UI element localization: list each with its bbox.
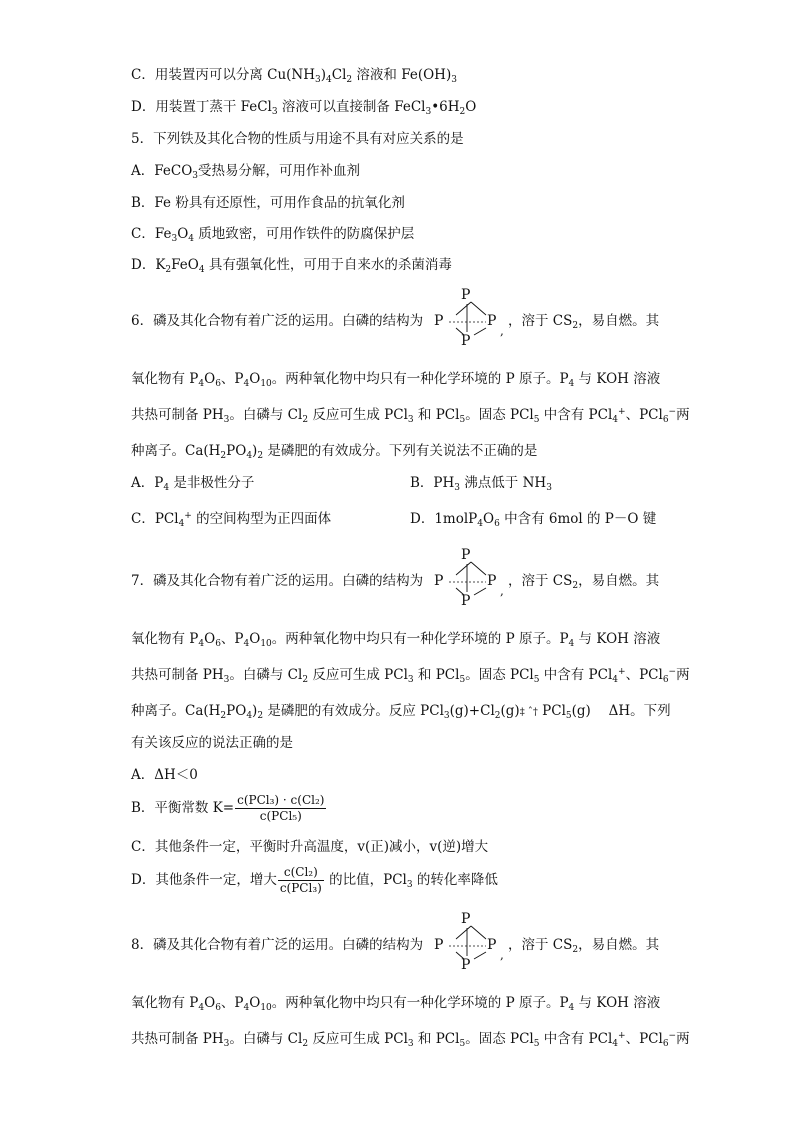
structure-comma: ,: [500, 948, 504, 962]
q4-option-d: D．用装置丁蒸干 FeCl$_3$ 溶液可以直接制备 $FeCl_3•6H_2O$: [131, 99, 477, 117]
q7-option-b: B．平衡常数 K= $\frac{\text{c(PCl₃) · c(Cl₂)}}{\text{c(PCl₅)}}$: [131, 793, 325, 823]
q7-stem-line1-tail: ，溶于 $CS_2$，易自燃。其: [508, 573, 660, 591]
q6-stem-line1-tail: ，溶于 $CS_2$，易自燃。其: [508, 313, 660, 331]
q6-option-d: D．$1molP_4O_6$ 中含有 6mol 的 P－O 键: [410, 511, 657, 529]
p-atom-left: P: [434, 937, 444, 953]
q4-option-c: C．用装置丙可以分离 $Cu(NH_3)_4Cl_2$ 溶液和 $Fe(OH)_3$: [131, 67, 457, 85]
q6-stem-line3: 共热可制备 $PH_3$。白磷与 $Cl_2$ 反应可生成 PCl$_3$ 和 PCl$_5$。固态 PCl$_5$ 中含有 PCl$_4$+、PCl$_6$−两: [131, 407, 690, 425]
p-atom-top: P: [461, 911, 471, 927]
concentration-ratio-fraction: $\frac{\text{c(Cl₂)}}{\text{c(PCl₃)}}$: [279, 865, 322, 895]
white-phosphorus-structure: [434, 288, 504, 348]
white-phosphorus-structure: [434, 548, 504, 608]
q7-stem-line3: 共热可制备 $PH_3$。白磷与 $Cl_2$ 反应可生成 PCl$_3$ 和 PCl$_5$。固态 PCl$_5$ 中含有 PCl$_4$+、PCl$_6$−两: [131, 667, 690, 685]
structure-comma: ,: [500, 584, 504, 598]
equilibrium-arrow: ‡ ˆ†: [519, 707, 538, 718]
q6-option-b: B．$PH_3$ 沸点低于 $NH_3$: [410, 475, 552, 493]
q7-stem-line2: 氧化物有 $P_4O_6$、$P_4O_{10}$。两种氧化物中均只有一种化学环境的 P 原子。$P_4$ 与 KOH 溶液: [131, 631, 661, 649]
q6-stem-line4: 种离子。$Ca(H_2PO_4)_2$ 是磷肥的有效成分。下列有关说法不正确的是: [131, 443, 538, 461]
p-atom-right: P: [487, 573, 497, 589]
q5-option-d: D．$K_2FeO_4$ 具有强氧化性，可用于自来水的杀菌消毒: [131, 257, 452, 275]
q7-option-a: A．ΔH＜0: [131, 767, 198, 783]
q6-stem-line2: 氧化物有 $P_4O_6$、$P_4O_{10}$。两种氧化物中均只有一种化学环境的 P 原子。$P_4$ 与 KOH 溶液: [131, 371, 661, 389]
q5-option-c: C．$Fe_3O_4$ 质地致密，可用作铁件的防腐保护层: [131, 226, 415, 244]
q6-option-c: C．PCl$_4$+ 的空间构型为正四面体: [131, 511, 332, 529]
q8-stem-line2: 氧化物有 $P_4O_6$、$P_4O_{10}$。两种氧化物中均只有一种化学环境的 P 原子。$P_4$ 与 KOH 溶液: [131, 995, 661, 1013]
q7-option-c: C．其他条件一定，平衡时升高温度，v(正)减小，v(逆)增大: [131, 839, 489, 855]
p-atom-top: P: [461, 547, 471, 563]
p-atom-right: P: [487, 937, 497, 953]
p-atom-right: P: [487, 313, 497, 329]
q7-stem-line5: 有关该反应的说法正确的是: [131, 735, 293, 751]
q6-option-a: A．$P_4$ 是非极性分子: [131, 475, 255, 493]
q8-stem-line3: 共热可制备 $PH_3$。白磷与 $Cl_2$ 反应可生成 PCl$_3$ 和 PCl$_5$。固态 PCl$_5$ 中含有 PCl$_4$+、PCl$_6$−两: [131, 1031, 690, 1049]
q8-stem-line1: 8．磷及其化合物有着广泛的运用。白磷的结构为: [131, 937, 424, 953]
p-atom-top: P: [461, 287, 471, 303]
q6-stem-line1: 6．磷及其化合物有着广泛的运用。白磷的结构为: [131, 313, 424, 329]
q7-stem-line4: 种离子。$Ca(H_2PO_4)_2$ 是磷肥的有效成分。反应 $PCl_3(g)+Cl_2(g)\ddagger$ ˆ† PCl$_5$(g) ΔH。下列: [131, 703, 671, 721]
q5-option-b: B．Fe 粉具有还原性，可用作食品的抗氧化剂: [131, 195, 405, 211]
q7-stem-line1: 7．磷及其化合物有着广泛的运用。白磷的结构为: [131, 573, 424, 589]
q8-stem-line1-tail: ，溶于 $CS_2$，易自燃。其: [508, 937, 660, 955]
equilibrium-constant-fraction: $\frac{\text{c(PCl₃) · c(Cl₂)}}{\text{c(PCl₅)}}$: [237, 793, 325, 823]
structure-comma: ,: [500, 324, 504, 338]
white-phosphorus-structure: [434, 912, 504, 972]
p-atom-left: P: [434, 313, 444, 329]
p-atom-bottom: P: [461, 957, 471, 973]
p-atom-bottom: P: [461, 593, 471, 609]
p-atom-bottom: P: [461, 333, 471, 349]
q5-option-a: A．FeCO$_3$受热易分解，可用作补血剂: [131, 163, 360, 181]
p-atom-left: P: [434, 573, 444, 589]
q7-option-d: D．其他条件一定，增大 $\frac{\text{c(Cl₂)}}{\text{c(PCl₃)}}$ 的比值，PCl$_3$ 的转化率降低: [131, 865, 498, 895]
q5-stem: 5．下列铁及其化合物的性质与用途不具有对应关系的是: [131, 131, 464, 147]
